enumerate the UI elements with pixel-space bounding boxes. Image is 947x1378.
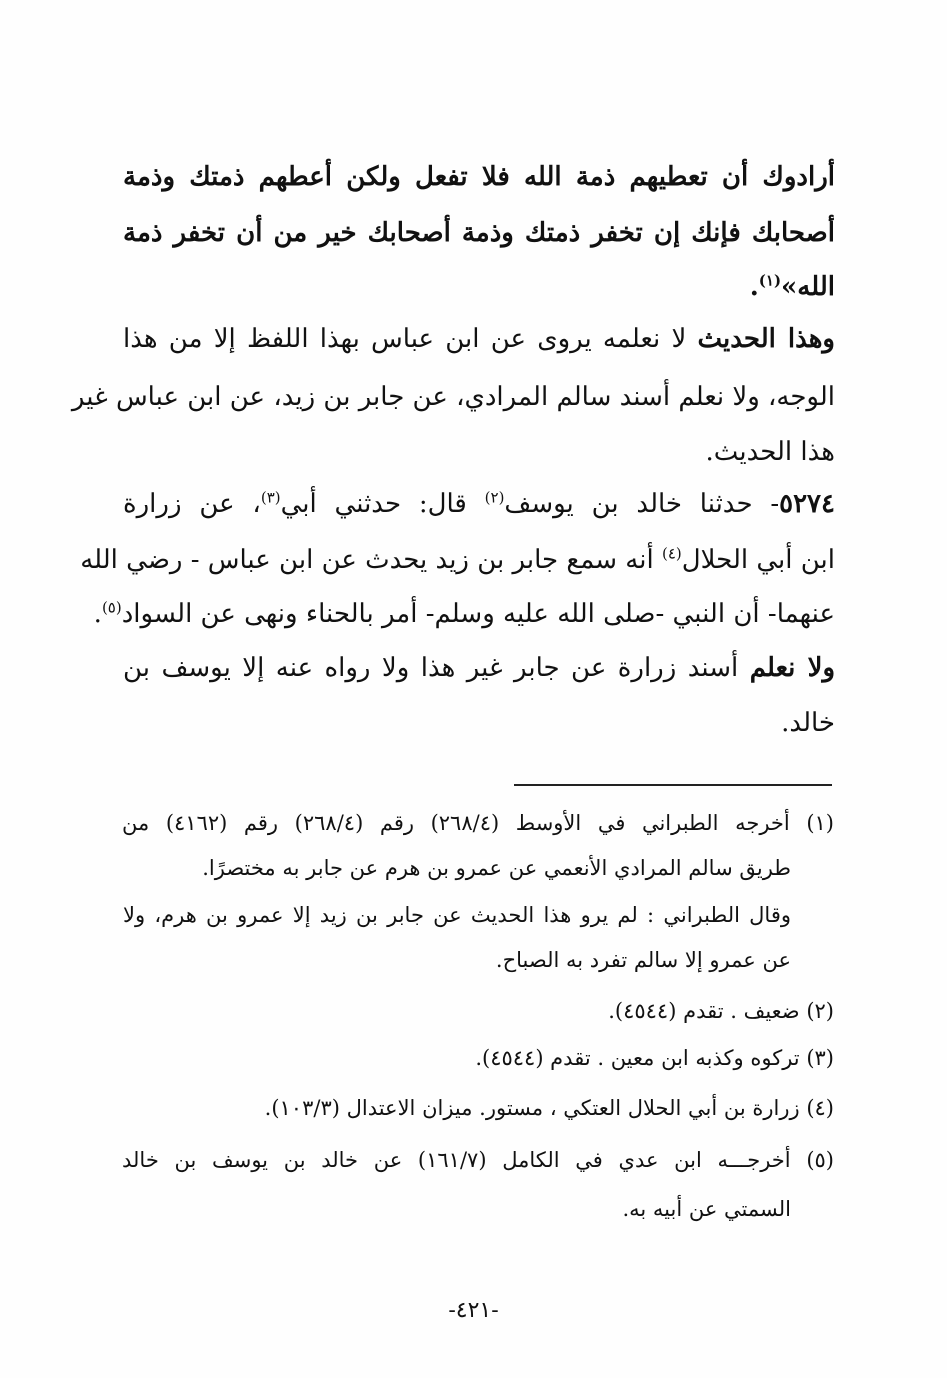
footnote-5-line: السمتي عن أبيه به.: [622, 1197, 791, 1221]
quote-end: الله»: [781, 272, 835, 302]
footnote-5-line: (٥) أخرجـــه ابن عدي في الكامل (١٦١/٧) عن خالد بن يوسف بن خالد: [122, 1148, 834, 1172]
footnote-separator: [514, 784, 832, 786]
footnote-ref: (٢): [484, 488, 505, 507]
lead-phrase: ولا نعلم: [749, 653, 836, 683]
line-text: قال: حدثني أبي: [280, 489, 485, 519]
footnote-ref: (١): [758, 271, 782, 290]
punctuation: .: [93, 599, 102, 629]
footnote-4: (٤) زرارة بن أبي الحلال العتكي ، مستور. ميزان الاعتدال (١٠٣/٣).: [264, 1096, 834, 1120]
footnote-1-line: طريق سالم المرادي الأنعمي عن عمرو بن هرم عن جابر به مختصرًا.: [202, 856, 791, 880]
text-line: الوجه، ولا نعلم أسند سالم المرادي، عن جابر بن زيد، عن ابن عباس غير: [71, 382, 835, 412]
line-text: - حدثنا خالد بن يوسف: [504, 489, 780, 519]
text-line: [123, 270, 835, 304]
line-text: عنهما- أن النبي -صلى الله عليه وسلم- أمر بالحناء ونهى عن السواد: [121, 599, 835, 629]
footnote-ref: (٥): [101, 598, 122, 617]
hadith-header-line: [123, 487, 835, 521]
text-line: أصحابك فإنك إن تخفر ذمتك وذمة أصحابك خير من أن تخفر ذمة: [123, 218, 835, 248]
line-text: لا نعلمه يروى عن ابن عباس بهذا اللفظ إلا من هذا: [123, 324, 687, 354]
lead-phrase: وهذا الحديث: [697, 324, 835, 354]
text-line: [123, 322, 835, 356]
footnote-ref: (٣): [260, 488, 281, 507]
footnote-1-line: عن عمرو إلا سالم تفرد به الصباح.: [495, 948, 791, 972]
hadith-number: ٥٢٧٤: [779, 489, 835, 519]
text-line: [123, 651, 835, 685]
text-line: هذا الحديث.: [705, 437, 835, 467]
footnote-1-line: وقال الطبراني : لم يرو هذا الحديث عن جابر بن زيد إلا عمرو بن هرم، ولا: [123, 903, 791, 927]
punctuation: .: [749, 272, 759, 302]
footnote-2: (٢) ضعيف . تقدم (٤٥٤٤).: [608, 999, 834, 1023]
footnote-ref: (٤): [661, 544, 682, 563]
footnote-1-line: (١) أخرجه الطبراني في الأوسط (٢٦٨/٤) رقم (٢٦٨/٤) رقم (٤١٦٢) من: [122, 811, 834, 835]
text-line: [93, 597, 835, 631]
footnote-3: (٣) تركوه وكذبه ابن معين . تقدم (٤٥٤٤).: [475, 1046, 834, 1070]
line-text: ، عن زرارة: [123, 489, 261, 519]
line-text: أنه سمع جابر بن زيد يحدث عن ابن عباس - رضي الله: [80, 545, 662, 575]
text-line: [80, 543, 835, 577]
line-text: ابن أبي الحلال: [681, 545, 835, 575]
line-text: أسند زرارة عن جابر غير هذا ولا رواه عنه إلا يوسف بن: [123, 653, 739, 683]
text-line: خالد.: [781, 708, 835, 738]
text-line: أرادوك أن تعطيهم ذمة الله فلا تفعل ولكن أعطهم ذمتك وذمة: [123, 162, 835, 192]
page-number: -٤٢١-: [448, 1298, 499, 1323]
